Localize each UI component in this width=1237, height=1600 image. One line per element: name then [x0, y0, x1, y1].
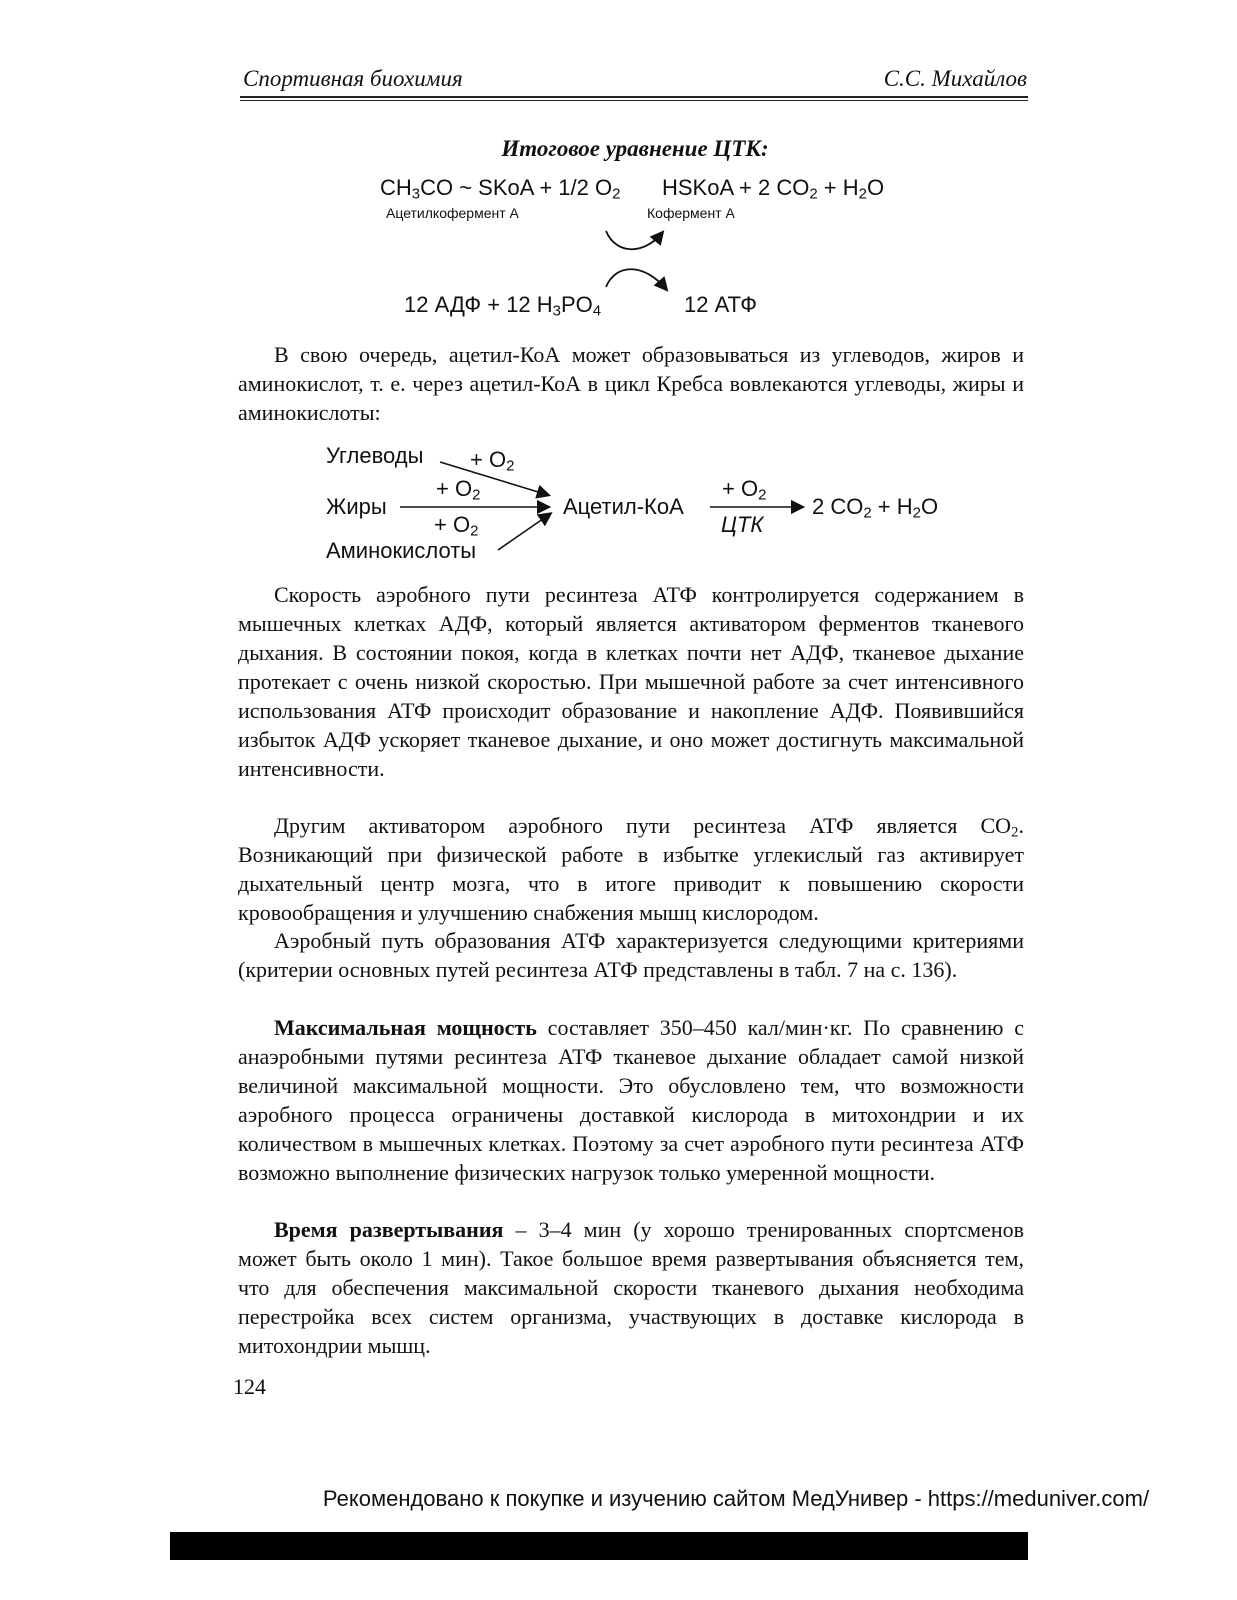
scheme-tca-label: ЦТК — [721, 512, 764, 537]
reactant-label: Ацетилкофермент А — [386, 205, 519, 221]
equation-title: Итоговое уравнение ЦТК: — [501, 136, 769, 161]
scheme-o2-amino: + $O_2$ — [434, 512, 479, 540]
product-label: Кофермент А — [647, 205, 735, 221]
term-max-power: Максимальная мощность — [274, 1015, 537, 1040]
paragraph-1: В свою очередь, ацетил-КоА может образовываться из углеводов, жиров и аминокислот, т. е. через ацетил-КоА в цикл Кребса вовлекаются углеводы, жиры и аминокислоты: — [238, 342, 1024, 425]
scheme-o2-fats: + $O_2$ — [436, 476, 481, 504]
running-header-title: Спортивная биохимия — [243, 66, 463, 91]
equation-product: HSKoA + 2 $CO_2 + H_2O$ — [662, 175, 885, 203]
equation-bottom-right: 12 АТФ — [684, 292, 757, 317]
footer-recommendation: Рекомендовано к покупке и изучению сайтом МедУнивер - https://meduniver.com/ — [322, 1486, 1150, 1511]
scheme-fats: Жиры — [326, 494, 387, 519]
bottom-black-bar — [170, 1532, 1028, 1560]
scheme-carbohydrates: Углеводы — [326, 443, 424, 468]
paragraph-3: Другим активатором аэробного пути ресинтеза АТФ является $CO_2$. Возникающий при физической работе в избытке углекислый газ активирует дыхательный центр мозга, что в итоге приводит к повышению скорости кровообращения и улучшению снабжения мышц кислородом. — [238, 813, 1024, 925]
scheme-acetyl-coa: Ацетил-КоА — [563, 494, 684, 519]
scheme-amino-acids: Аминокислоты — [326, 538, 477, 563]
scheme-o2-tca: + $O_2$ — [722, 476, 767, 504]
paragraph-4: Аэробный путь образования АТФ характеризуется следующими критериями (критерии основных путей ресинтеза АТФ представлены в табл. 7 на с. 136). — [238, 928, 1024, 982]
paragraph-2: Скорость аэробного пути ресинтеза АТФ контролируется содержанием в мышечных клетках АДФ, который является активатором ферментов тканевого дыхания. В состоянии покоя, когда в клетках почти нет АДФ, тканевое дыхание протекает с очень низкой скоростью. При мышечной работе за счет интенсивного использования АТФ происходит образование и накопление АДФ. Появившийся избыток АДФ ускоряет тканевое дыхание, и оно может достигнуть максимальной интенсивности. — [238, 582, 1024, 781]
equation-reactant: $CH_3CO$ ~ SKoA + 1/2 $O_2$ — [380, 175, 621, 203]
equation-bottom-left: 12 АДФ + 12 $H_3PO_4$ — [404, 292, 602, 320]
coupling-arrows — [590, 225, 680, 295]
header-rule — [240, 96, 1028, 98]
scheme-arrows — [390, 450, 820, 560]
scheme-result: 2 $CO_2 + H_2O$ — [812, 494, 939, 522]
paragraph-6: Время развертывания – 3–4 мин (у хорошо тренированных спортсменов может быть около 1 мин). Такое большое время развертывания объясняется тем, что для обеспечения максимальной скорости тканевого дыхания необходима перестройка всех систем организма, участвующих в доставке кислорода в митохондрии мышц. — [238, 1217, 1024, 1358]
paragraph-5: Максимальная мощность составляет 350–450 кал/мин·кг. По сравнению с анаэробными путями ресинтеза АТФ тканевое дыхание обладает самой низкой величиной максимальной мощности. Это обусловлено тем, что возможности аэробного процесса ограничены доставкой кислорода в митохондрии и их количеством в мышечных клетках. Поэтому за счет аэробного пути ресинтеза АТФ возможно выполнение физических нагрузок только умеренной мощности. — [238, 1015, 1024, 1185]
header-rule-thin — [240, 100, 1028, 101]
term-deployment-time: Время развертывания — [274, 1217, 504, 1242]
running-header-author: С.С. Михайлов — [883, 66, 1027, 91]
page-number: 124 — [233, 1374, 266, 1399]
scheme-o2-carbs: + $O_2$ — [470, 447, 515, 475]
